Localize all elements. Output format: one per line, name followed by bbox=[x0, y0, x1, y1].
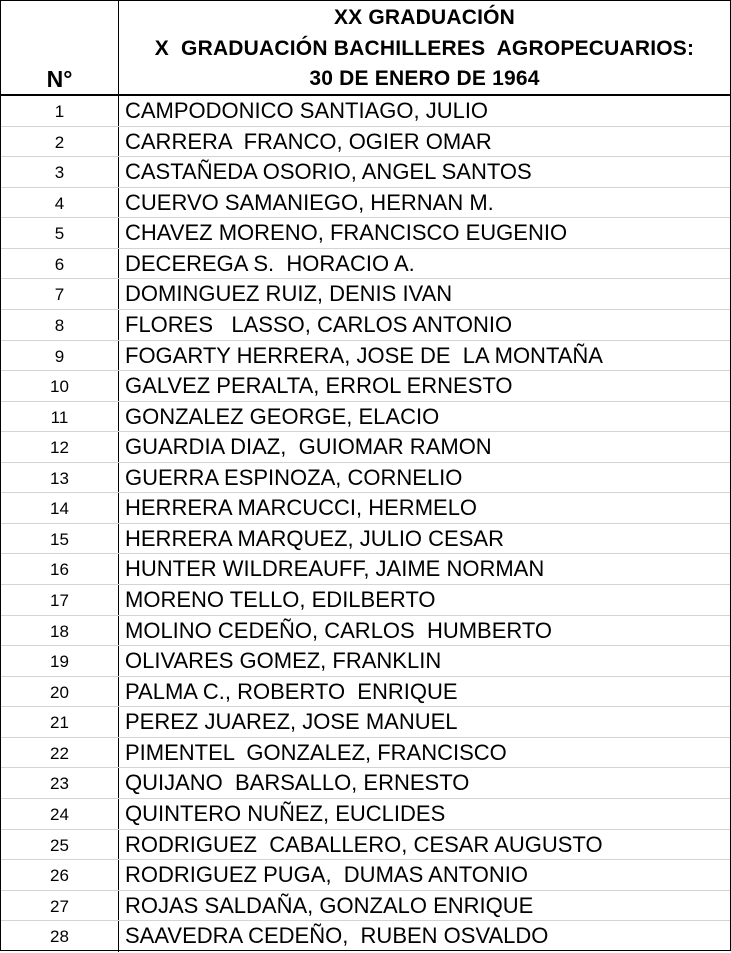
graduate-name: GUERRA ESPINOZA, CORNELIO bbox=[125, 464, 463, 490]
table-row bbox=[1, 249, 730, 280]
table-row bbox=[1, 188, 730, 219]
table-row bbox=[1, 768, 730, 799]
graduate-name: CAMPODONICO SANTIAGO, JULIO bbox=[125, 98, 489, 123]
table-row bbox=[1, 646, 730, 677]
graduate-name: QUINTERO NUÑEZ, EUCLIDES bbox=[125, 800, 446, 826]
graduate-name: CASTAÑEDA OSORIO, ANGEL SANTOS bbox=[125, 159, 532, 185]
title-line-1: XX GRADUACIÓN bbox=[333, 6, 516, 29]
table-row bbox=[1, 493, 730, 524]
row-number: 2 bbox=[1, 127, 119, 157]
graduate-name: RODRIGUEZ PUGA, DUMAS ANTONIO bbox=[125, 862, 528, 888]
row-number: 16 bbox=[1, 554, 119, 584]
row-number: 9 bbox=[1, 341, 119, 371]
graduate-name: PALMA C., ROBERTO ENRIQUE bbox=[125, 678, 458, 704]
table-row bbox=[1, 310, 730, 341]
row-number: 3 bbox=[1, 157, 119, 187]
table-row bbox=[1, 921, 730, 952]
table-row bbox=[1, 554, 730, 585]
table-row bbox=[1, 830, 730, 861]
graduate-name: PIMENTEL GONZALEZ, FRANCISCO bbox=[125, 739, 507, 765]
table-row bbox=[1, 891, 730, 922]
table-row bbox=[1, 585, 730, 616]
number-column-header bbox=[1, 1, 119, 94]
graduate-name: OLIVARES GOMEZ, FRANKLIN bbox=[125, 648, 442, 674]
table-row bbox=[1, 218, 730, 249]
row-number: 15 bbox=[1, 524, 119, 554]
graduate-name: GONZALEZ GEORGE, ELACIO bbox=[125, 403, 440, 429]
row-number: 8 bbox=[1, 310, 119, 340]
table-row bbox=[1, 860, 730, 891]
table-row bbox=[1, 371, 730, 402]
graduate-name: CHAVEZ MORENO, FRANCISCO EUGENIO bbox=[125, 220, 568, 246]
table-row bbox=[1, 96, 730, 127]
row-number: 10 bbox=[1, 371, 119, 401]
row-number: 22 bbox=[1, 738, 119, 768]
row-number: 6 bbox=[1, 249, 119, 279]
table-row bbox=[1, 707, 730, 738]
row-number: 27 bbox=[1, 891, 119, 921]
row-number: 1 bbox=[1, 96, 119, 126]
row-number: 25 bbox=[1, 830, 119, 860]
graduate-name: ROJAS SALDAÑA, GONZALO ENRIQUE bbox=[125, 892, 534, 918]
table-row bbox=[1, 616, 730, 647]
number-column-label: N° bbox=[46, 66, 73, 92]
graduate-name: HERRERA MARCUCCI, HERMELO bbox=[125, 495, 478, 521]
row-number: 7 bbox=[1, 279, 119, 309]
graduate-name: DOMINGUEZ RUIZ, DENIS IVAN bbox=[125, 281, 453, 307]
graduate-name: HUNTER WILDREAUFF, JAIME NORMAN bbox=[125, 556, 545, 582]
table-row bbox=[1, 432, 730, 463]
row-number: 4 bbox=[1, 188, 119, 218]
row-number: 20 bbox=[1, 677, 119, 707]
row-number: 12 bbox=[1, 432, 119, 462]
graduate-name: FOGARTY HERRERA, JOSE DE LA MONTAÑA bbox=[125, 342, 603, 368]
row-number: 24 bbox=[1, 799, 119, 829]
row-number: 28 bbox=[1, 921, 119, 952]
graduate-name: FLORES LASSO, CARLOS ANTONIO bbox=[125, 311, 513, 337]
row-number: 23 bbox=[1, 768, 119, 798]
title-line-3: 30 DE ENERO DE 1964 bbox=[309, 67, 540, 90]
graduate-name: HERRERA MARQUEZ, JULIO CESAR bbox=[125, 525, 504, 551]
graduate-name: GALVEZ PERALTA, ERROL ERNESTO bbox=[125, 373, 513, 399]
table-row bbox=[1, 127, 730, 158]
table-row bbox=[1, 799, 730, 830]
graduate-name: MORENO TELLO, EDILBERTO bbox=[125, 587, 436, 612]
row-number: 18 bbox=[1, 616, 119, 646]
row-number: 19 bbox=[1, 646, 119, 676]
graduate-name: QUIJANO BARSALLO, ERNESTO bbox=[125, 770, 470, 796]
table-row bbox=[1, 524, 730, 555]
row-number: 5 bbox=[1, 218, 119, 248]
title-line-2: X GRADUACIÓN BACHILLERES AGROPECUARIOS: bbox=[154, 36, 695, 60]
table-header bbox=[1, 1, 730, 96]
row-number: 26 bbox=[1, 860, 119, 890]
graduate-name: PEREZ JUAREZ, JOSE MANUEL bbox=[125, 709, 458, 735]
row-number: 11 bbox=[1, 402, 119, 432]
table-title bbox=[119, 3, 730, 95]
graduate-name: DECEREGA S. HORACIO A. bbox=[125, 250, 415, 276]
row-number: 17 bbox=[1, 585, 119, 615]
graduate-name: CARRERA FRANCO, OGIER OMAR bbox=[125, 128, 492, 154]
row-number: 13 bbox=[1, 463, 119, 493]
table-row bbox=[1, 738, 730, 769]
graduate-name: SAAVEDRA CEDEÑO, RUBEN OSVALDO bbox=[125, 923, 549, 949]
graduate-name: CUERVO SAMANIEGO, HERNAN M. bbox=[125, 189, 494, 215]
graduate-name: MOLINO CEDEÑO, CARLOS HUMBERTO bbox=[125, 617, 553, 643]
row-number: 21 bbox=[1, 707, 119, 737]
table-row bbox=[1, 157, 730, 188]
table-row bbox=[1, 279, 730, 310]
table-row bbox=[1, 341, 730, 372]
table-row bbox=[1, 402, 730, 433]
graduate-name: RODRIGUEZ CABALLERO, CESAR AUGUSTO bbox=[125, 831, 603, 857]
table-body bbox=[1, 96, 730, 952]
table-row bbox=[1, 463, 730, 494]
table-row bbox=[1, 677, 730, 708]
graduate-name: GUARDIA DIAZ, GUIOMAR RAMON bbox=[125, 434, 492, 460]
row-number: 14 bbox=[1, 493, 119, 523]
